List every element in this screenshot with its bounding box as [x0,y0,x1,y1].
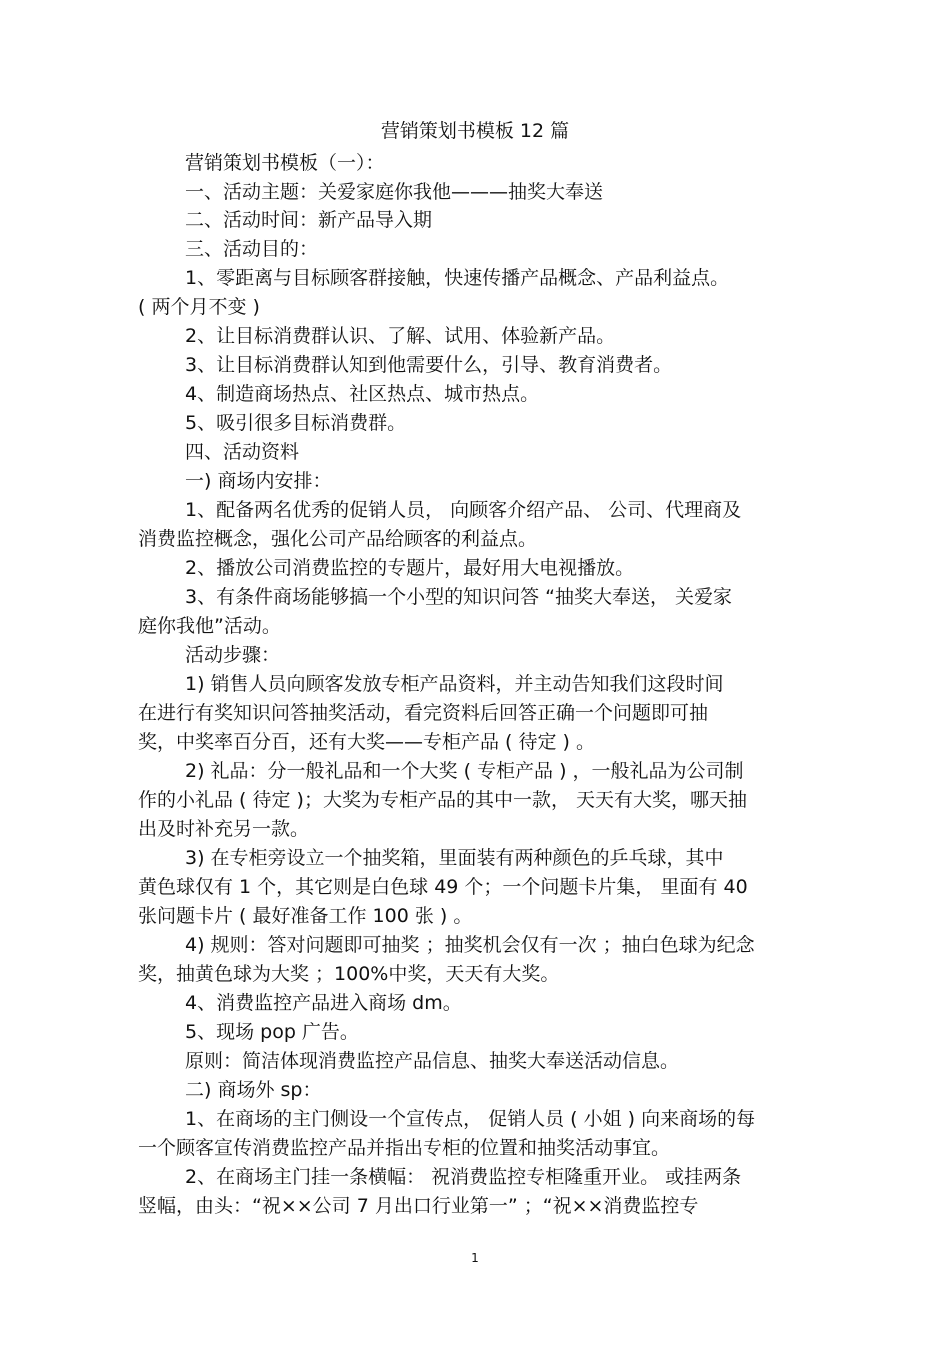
document-title: 营销策划书模板 12 篇 [380,120,570,142]
text-line: 张问题卡片 ( 最好准备工作 100 张 ) 。 [138,905,473,927]
text-line: 奖，抽黄色球为大奖 ；100%中奖，天天有大奖。 [138,963,560,985]
text-line: 作的小礼品 ( 待定 )；大奖为专柜产品的其中一款， 天天有大奖，哪天抽 [138,789,747,811]
page-number: 1 [471,1251,479,1265]
text-line: 3) 在专柜旁设立一个抽奖箱，里面装有两种颜色的乒乓球，其中 [185,847,724,869]
text-line: 二) 商场外 sp： [185,1079,322,1101]
text-line: 2、播放公司消费监控的专题片，最好用大电视播放。 [185,557,635,579]
text-line: 3、有条件商场能够搞一个小型的知识问答 “抽奖大奉送， 关爱家 [185,586,733,608]
text-line: 庭你我他”活动。 [138,615,281,637]
text-line: 2、在商场主门挂一条横幅： 祝消费监控专柜隆重开业。 或挂两条 [185,1166,742,1188]
text-line: 4、制造商场热点、社区热点、城市热点。 [185,383,540,405]
text-line: ( 两个月不变 ) [138,296,260,318]
text-line: 二、活动时间：新产品导入期 [185,209,433,231]
text-line: 一个顾客宣传消费监控产品并指出专柜的位置和抽奖活动事宜。 [138,1137,671,1159]
text-line: 1、在商场的主门侧设一个宣传点， 促销人员 ( 小姐 ) 向来商场的每 [185,1108,756,1130]
text-line: 黄色球仅有 1 个，其它则是白色球 49 个；一个问题卡片集， 里面有 40 [138,876,748,898]
text-line: 2) 礼品：分一般礼品和一个大奖 ( 专柜产品 ) ，一般礼品为公司制 [185,760,744,782]
text-line: 四、活动资料 [185,441,300,463]
text-line: 3、让目标消费群认知到他需要什么，引导、教育消费者。 [185,354,673,376]
text-line: 一) 商场内安排： [185,470,332,492]
text-line: 1、配备两名优秀的促销人员， 向顾客介绍产品、 公司、代理商及 [185,499,742,521]
text-line: 一、活动主题：关爱家庭你我他———抽奖大奉送 [185,181,604,203]
text-line: 奖，中奖率百分百，还有大奖——专柜产品 ( 待定 ) 。 [138,731,595,753]
text-line: 消费监控概念，强化公司产品给顾客的利益点。 [138,528,538,550]
text-line: 4) 规则：答对问题即可抽奖 ；抽奖机会仅有一次 ；抽白色球为纪念 [185,934,755,956]
text-line: 2、让目标消费群认识、了解、试用、体验新产品。 [185,325,616,347]
text-line: 三、活动目的： [185,238,319,260]
text-line: 活动步骤： [185,644,281,666]
text-line: 4、消费监控产品进入商场 dm。 [185,992,462,1014]
text-line: 出及时补充另一款。 [138,818,310,840]
text-line: 在进行有奖知识问答抽奖活动，看完资料后回答正确一个问题即可抽 [138,702,709,724]
text-line: 原则：简洁体现消费监控产品信息、抽奖大奉送活动信息。 [185,1050,680,1072]
text-line: 营销策划书模板（一）： [185,152,385,174]
text-line: 5、现场 pop 广告。 [185,1021,359,1043]
text-line: 5、吸引很多目标消费群。 [185,412,407,434]
text-line: 1、零距离与目标顾客群接触，快速传播产品概念、产品利益点。 [185,267,730,289]
text-line: 1) 销售人员向顾客发放专柜产品资料，并主动告知我们这段时间 [185,673,724,695]
text-line: 竖幅，由头：“祝××公司 7 月出口行业第一” ；“祝××消费监控专 [138,1195,699,1217]
